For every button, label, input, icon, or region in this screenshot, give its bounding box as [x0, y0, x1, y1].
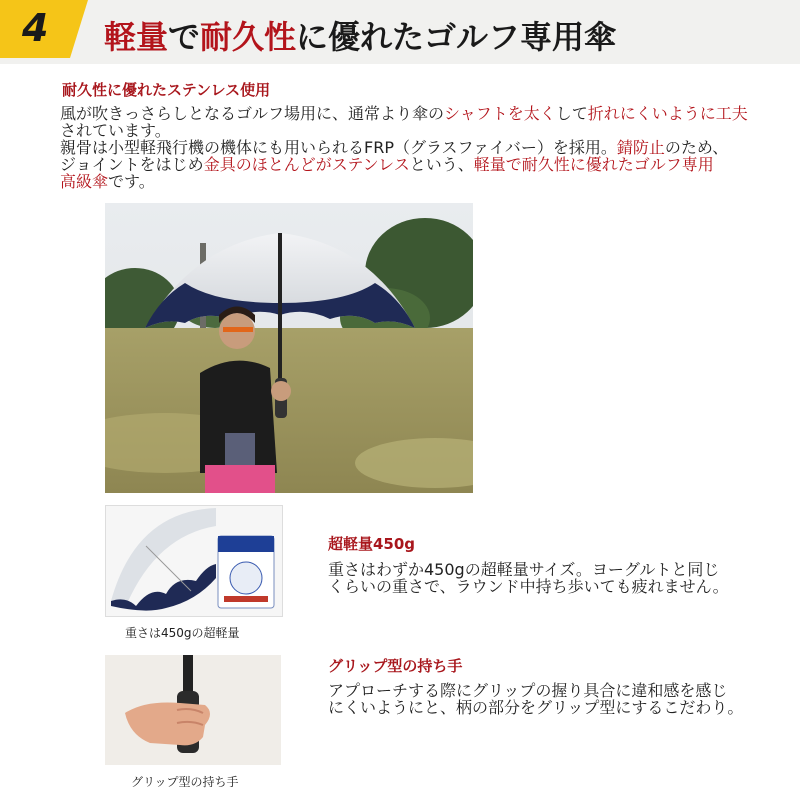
highlight-text: シャフトを太く — [444, 104, 556, 123]
feature-title-lightweight: 超軽量450g — [328, 535, 416, 553]
body-line-5 — [60, 173, 780, 190]
caption-grip: グリップ型の持ち手 — [131, 775, 239, 789]
highlight-text: 錆防止 — [616, 138, 665, 157]
body-line-1 — [60, 105, 780, 122]
number-badge — [0, 0, 88, 58]
title-part: 軽量 — [104, 18, 169, 56]
badge-number: 4 — [22, 6, 49, 50]
feature-title-grip: グリップ型の持ち手 — [328, 657, 463, 675]
feature2-line-2: にくいようにと、柄の部分をグリップ型にするこだわり。 — [328, 698, 744, 717]
highlight-text: 高級傘 — [60, 172, 109, 191]
page-title — [104, 12, 616, 58]
umbrella-yogurt-photo — [105, 505, 283, 617]
title-part: で — [168, 18, 201, 56]
section-body — [60, 105, 780, 190]
title-part: 耐久性 — [200, 18, 297, 56]
highlight-text: 軽量で耐久性に優れたゴルフ専用 — [473, 155, 714, 174]
feature1-line-2: くらいの重さで、ラウンド中持ち歩いても疲れません。 — [328, 577, 729, 596]
feature2-line-1: アプローチする際にグリップの握り具合に違和感を感じ — [328, 681, 728, 700]
body-line-3 — [60, 139, 780, 156]
feature-body-lightweight — [328, 561, 729, 595]
grip-handle-photo — [105, 655, 281, 765]
body-text-segment: のため、 — [664, 138, 729, 157]
golfer-umbrella-photo — [105, 203, 473, 493]
header-bar — [0, 0, 800, 64]
highlight-text: 折れにくいように工夫 — [587, 104, 748, 123]
body-text-segment: されています。 — [60, 121, 171, 140]
highlight-text: 金具のほとんどがステンレス — [203, 155, 410, 174]
title-part: に優れたゴルフ専用傘 — [296, 18, 617, 56]
body-text-segment: です。 — [108, 172, 155, 191]
body-text-segment: 風が吹きっさらしとなるゴルフ場用に、通常より傘の — [60, 104, 445, 123]
body-text-segment: という、 — [409, 155, 474, 174]
feature-body-grip — [328, 682, 743, 716]
body-line-2 — [60, 122, 780, 139]
section-title-durability: 耐久性に優れたステンレス使用 — [62, 81, 271, 99]
body-text-segment: して — [555, 104, 588, 123]
body-line-4 — [60, 156, 780, 173]
body-text-segment: ジョイントをはじめ — [60, 155, 204, 174]
caption-weight: 重さは450gの超軽量 — [125, 626, 240, 640]
feature1-line-1: 重さはわずか450gの超軽量サイズ。ヨーグルトと同じ — [328, 560, 720, 579]
body-text-segment: 親骨は小型軽飛行機の機体にも用いられるFRP（グラスファイバー）を採用。 — [60, 138, 617, 157]
